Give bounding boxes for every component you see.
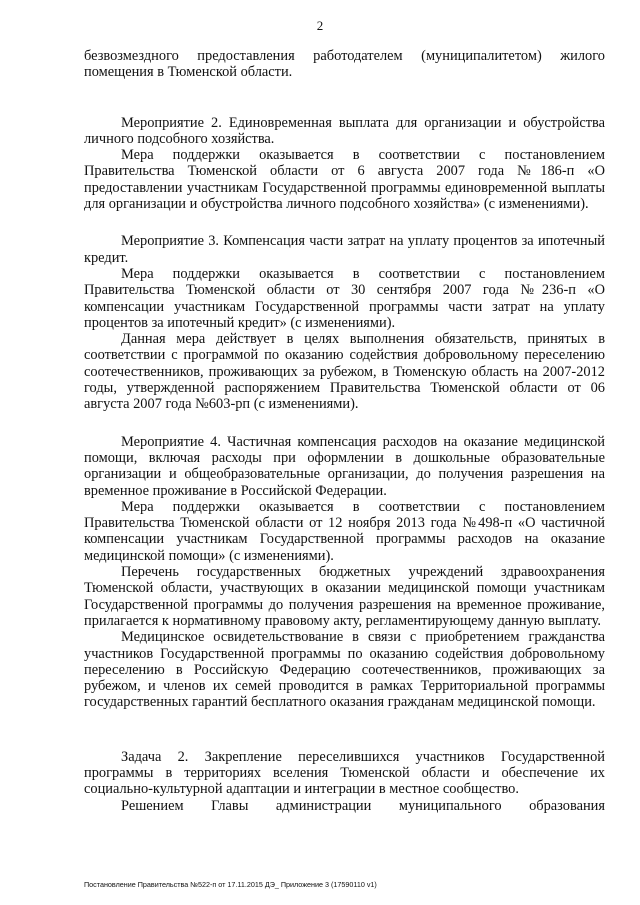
- task-2-heading: Задача 2. Закрепление переселившихся участников Государственной программы в территориях вселения Тюменской области и обеспечение их социально-культурной адаптации и интеграции в местное сообщество.: [84, 748, 605, 798]
- measure-4-medical-exam: Медицинское освидетельствование в связи с приобретением гражданства участников Государственной программы по оказанию содействия добровольному переселению в Российскую Федерацию соотечественников, проживающих за рубежом, и членов их семей проводится в рамках Территориальной программы государственных гарантий бесплатного оказания гражданам медицинской помощи.: [84, 629, 605, 711]
- document-body: [84, 48, 605, 814]
- measure-3-note: Данная мера действует в целях выполнения обязательств, принятых в соответствии с программой по оказанию содействия добровольному переселению соотечественников, проживающих за рубежом, в Тюменскую область на 2007-2012 годы, утвержденной распоряжением Правительства Тюменской области от 06 августа 2007 года №603-рп (с изменениями).: [84, 331, 605, 413]
- measure-4-hospitals-list: Перечень государственных бюджетных учреждений здравоохранения Тюменской области, участвующих в оказании медицинской помощи участникам Государственной программы до получения разрешения на временное проживание, прилагается к нормативному правовому акту, регламентирующему данную выплату.: [84, 564, 605, 629]
- paragraph-continuation: безвозмездного предоставления работодателем (муниципалитетом) жилого помещения в Тюменской области.: [84, 48, 605, 81]
- task-2-decision: Решением Главы администрации муниципального образования: [121, 797, 605, 814]
- document-footer: Постановление Правительства №522-п от 17.11.2015 ДЭ_ Приложение 3 (17590110 v1): [84, 880, 377, 889]
- measure-3-basis: Мера поддержки оказывается в соответствии с постановлением Правительства Тюменской области от 30 сентября 2007 года №236-п «О компенсации участникам Государственной программы части затрат на уплату процентов за ипотечный кредит» (с изменениями).: [84, 265, 605, 331]
- measure-2-heading: Мероприятие 2. Единовременная выплата для организации и обустройства личного подсобного хозяйства.: [84, 114, 605, 147]
- measure-4-basis: Мера поддержки оказывается в соответствии с постановлением Правительства Тюменской области от 12 ноября 2013 года №498-п «О частичной компенсации участникам Государственной программы расходов на оказание медицинской помощи» (с изменениями).: [84, 498, 605, 564]
- measure-3-heading: Мероприятие 3. Компенсация части затрат на уплату процентов за ипотечный кредит.: [84, 233, 605, 266]
- measure-4-heading: Мероприятие 4. Частичная компенсация расходов на оказание медицинской помощи, включая расходы при оформлении в дошкольные образовательные организации и общеобразовательные организации, до получения разрешения на временное проживание в Российской Федерации.: [84, 433, 605, 499]
- measure-2-basis: Мера поддержки оказывается в соответствии с постановлением Правительства Тюменской области от 6 августа 2007 года №186-п «О предоставлении участникам Государственной программы единовременной выплаты для организации и обустройства личного подсобного хозяйства» (с изменениями).: [84, 147, 605, 213]
- page-number: 2: [316, 18, 324, 33]
